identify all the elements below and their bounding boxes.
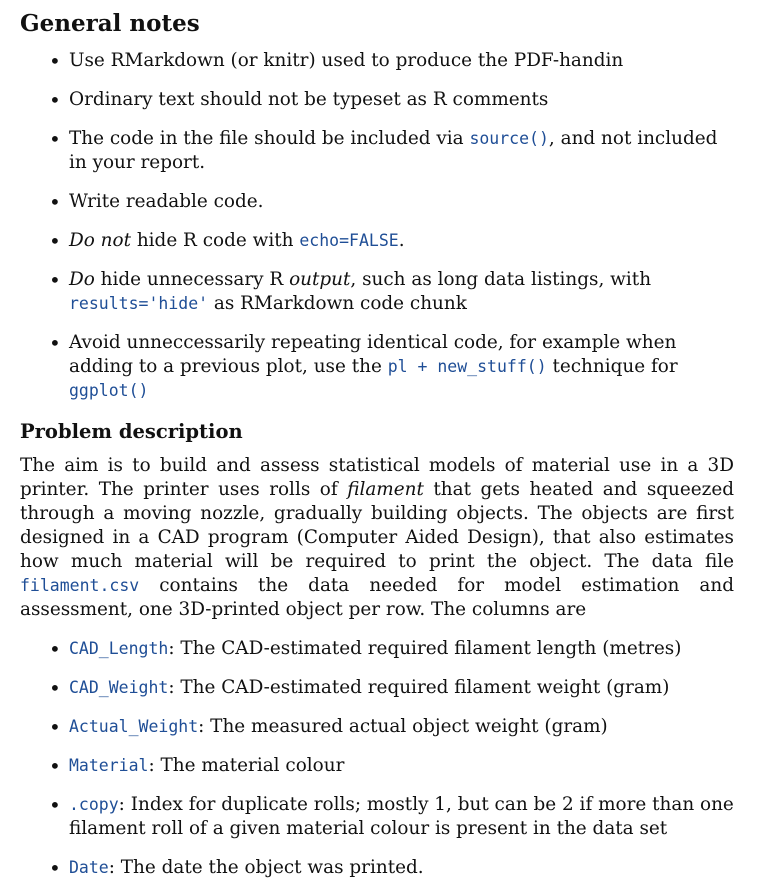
- note-text: .: [398, 230, 405, 251]
- note-text: , such as long data listings, with: [350, 269, 652, 290]
- column-name: CAD_Weight: [69, 678, 169, 697]
- column-name: Date: [69, 858, 109, 877]
- column-description: : The date the object was printed.: [108, 857, 424, 878]
- inline-code: echo=FALSE: [299, 231, 399, 250]
- note-text: Avoid unneccessarily repeating identical code, for example when adding to a previous plot, use the: [69, 332, 677, 377]
- note-text: technique for: [546, 356, 678, 377]
- list-item: [20, 49, 734, 73]
- columns-list: [20, 637, 734, 880]
- general-notes-list: [20, 49, 734, 403]
- column-description: : The CAD-estimated required filament length (metres): [168, 638, 682, 659]
- list-item: [20, 637, 734, 661]
- general-notes-heading: General notes: [20, 10, 200, 37]
- note-text: The code in the file should be included via: [69, 128, 470, 149]
- inline-code: filament.csv: [20, 576, 140, 595]
- paragraph-text: The aim is to build and assess statistical models of material use in a 3D printer. The printer uses rolls of: [20, 455, 734, 500]
- column-description: : Index for duplicate rolls; mostly 1, but can be 2 if more than one filament roll of a given material colour is present in the data set: [69, 794, 734, 839]
- note-text: , and not included in your report.: [69, 128, 718, 173]
- list-item: [20, 127, 734, 175]
- column-name: CAD_Length: [69, 639, 169, 658]
- inline-code: ggplot(): [69, 381, 149, 400]
- emphasis-text: output: [289, 269, 351, 290]
- list-item: [20, 793, 734, 841]
- column-name: Material: [69, 756, 149, 775]
- problem-paragraph: [20, 454, 734, 622]
- list-item: [20, 856, 734, 880]
- note-text: Use RMarkdown (or knitr) used to produce the PDF-handin: [69, 50, 624, 71]
- list-item: [20, 190, 734, 214]
- column-name: Actual_Weight: [69, 717, 199, 736]
- paragraph-text: that gets heated and squeezed through a moving nozzle, gradually building objects. The objects are first designed in a CAD program (Computer Aided Design), that also estimates how much material will be required to print the object. The data file: [20, 479, 735, 572]
- list-item: [20, 676, 734, 700]
- emphasis-text: filament: [347, 479, 424, 500]
- paragraph-text: contains the data needed for model estimation and assessment, one 3D-printed object per row. The columns are: [20, 575, 734, 620]
- inline-code: results='hide': [69, 294, 209, 313]
- note-text: hide unnecessary R: [94, 269, 290, 290]
- list-item: [20, 331, 734, 403]
- problem-description-heading: Problem description: [20, 420, 243, 443]
- list-item: [20, 754, 734, 778]
- column-name: .copy: [69, 795, 119, 814]
- list-item: [20, 268, 734, 316]
- column-description: : The measured actual object weight (gram): [198, 716, 608, 737]
- note-text: Ordinary text should not be typeset as R comments: [69, 89, 549, 110]
- note-text: Write readable code.: [69, 191, 264, 212]
- list-item: [20, 88, 734, 112]
- note-text: hide R code with: [130, 230, 300, 251]
- emphasis-text: Do: [69, 269, 95, 290]
- note-text: as RMarkdown code chunk: [208, 293, 467, 314]
- column-description: : The CAD-estimated required filament weight (gram): [168, 677, 670, 698]
- emphasis-text: Do not: [69, 230, 131, 251]
- list-item: [20, 715, 734, 739]
- list-item: [20, 229, 734, 253]
- inline-code: source(): [469, 129, 549, 148]
- inline-code: pl + new_stuff(): [387, 357, 547, 376]
- column-description: : The material colour: [148, 755, 345, 776]
